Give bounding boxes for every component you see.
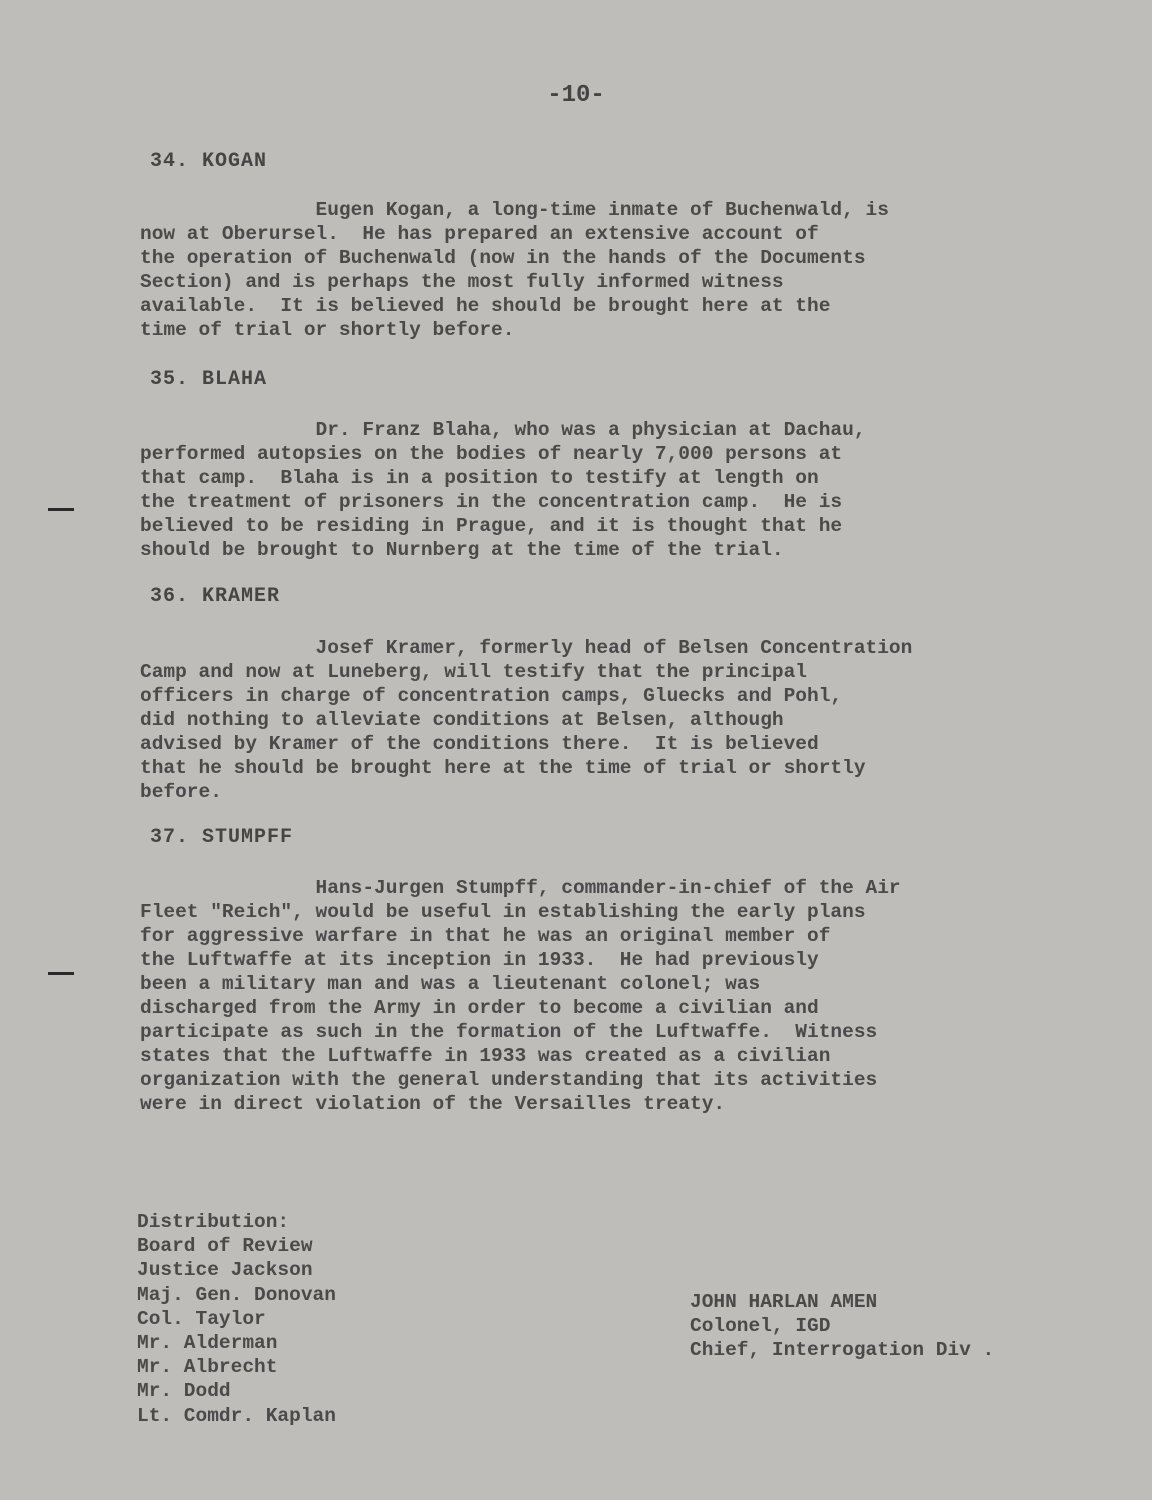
- body-line: Section) and is perhaps the most fully informed witness: [140, 271, 784, 293]
- body-line: were in direct violation of the Versailles treaty.: [140, 1093, 726, 1115]
- distribution-label: Distribution:: [137, 1211, 290, 1233]
- body-line: believed to be residing in Prague, and it is thought that he: [140, 515, 843, 537]
- body-line: states that the Luftwaffe in 1933 was created as a civilian: [140, 1045, 831, 1067]
- section-body-stumpff: [140, 876, 1040, 1116]
- body-line: been a military man and was a lieutenant colonel; was: [140, 973, 761, 995]
- signature-name: JOHN HARLAN AMEN: [690, 1291, 878, 1313]
- distribution-recipient: Mr. Albrecht: [137, 1356, 278, 1379]
- distribution-recipient: Lt. Comdr. Kaplan: [137, 1404, 336, 1427]
- signature-title: Chief, Interrogation Div .: [690, 1339, 995, 1361]
- body-line: that he should be brought here at the time of trial or shortly: [140, 757, 866, 779]
- body-line: available. It is believed he should be brought here at the: [140, 295, 831, 317]
- section-body-blaha: [140, 418, 1040, 562]
- section-body-kramer: [140, 636, 1040, 804]
- margin-mark: [48, 508, 74, 511]
- body-line: the Luftwaffe at its inception in 1933. He had previously: [140, 949, 819, 971]
- margin-mark: [48, 972, 74, 975]
- body-line: the operation of Buchenwald (now in the hands of the Documents: [140, 247, 866, 269]
- body-line: Josef Kramer, formerly head of Belsen Concentration: [140, 637, 913, 659]
- body-line: advised by Kramer of the conditions there. It is believed: [140, 733, 819, 755]
- distribution-recipient: Board of Review: [137, 1235, 313, 1258]
- body-line: Camp and now at Luneberg, will testify that the principal: [140, 661, 808, 683]
- body-line: time of trial or shortly before.: [140, 319, 515, 341]
- body-line: performed autopsies on the bodies of nearly 7,000 persons at: [140, 443, 843, 465]
- body-line: that camp. Blaha is in a position to testify at length on: [140, 467, 819, 489]
- body-line: before.: [140, 781, 222, 803]
- body-line: should be brought to Nurnberg at the time of the trial.: [140, 539, 784, 561]
- body-line: Dr. Franz Blaha, who was a physician at Dachau,: [140, 419, 866, 441]
- distribution-recipient: Col. Taylor: [137, 1307, 266, 1330]
- distribution-recipient: Maj. Gen. Donovan: [137, 1283, 336, 1306]
- section-heading-kramer: 36. KRAMER: [150, 585, 281, 608]
- body-line: organization with the general understanding that its activities: [140, 1069, 878, 1091]
- body-line: officers in charge of concentration camps, Gluecks and Pohl,: [140, 685, 843, 707]
- body-line: Fleet "Reich", would be useful in establishing the early plans: [140, 901, 866, 923]
- distribution-recipient: Justice Jackson: [137, 1259, 313, 1282]
- body-line: participate as such in the formation of the Luftwaffe. Witness: [140, 1021, 878, 1043]
- distribution-list: [137, 1210, 336, 1428]
- body-line: Eugen Kogan, a long-time inmate of Buchenwald, is: [140, 199, 889, 221]
- section-heading-stumpff: 37. STUMPFF: [150, 826, 294, 849]
- signature-block: [690, 1290, 994, 1362]
- distribution-recipient: Mr. Dodd: [137, 1380, 231, 1403]
- body-line: for aggressive warfare in that he was an original member of: [140, 925, 831, 947]
- body-line: the treatment of prisoners in the concentration camp. He is: [140, 491, 843, 513]
- section-body-kogan: [140, 198, 1040, 342]
- body-line: Hans-Jurgen Stumpff, commander-in-chief of the Air: [140, 877, 901, 899]
- section-heading-blaha: 35. BLAHA: [150, 368, 268, 391]
- body-line: did nothing to alleviate conditions at Belsen, although: [140, 709, 784, 731]
- page-number: -10-: [547, 82, 605, 109]
- body-line: discharged from the Army in order to become a civilian and: [140, 997, 819, 1019]
- distribution-recipient: Mr. Alderman: [137, 1332, 278, 1355]
- body-line: now at Oberursel. He has prepared an extensive account of: [140, 223, 819, 245]
- section-heading-kogan: 34. KOGAN: [150, 150, 268, 173]
- signature-rank: Colonel, IGD: [690, 1315, 831, 1337]
